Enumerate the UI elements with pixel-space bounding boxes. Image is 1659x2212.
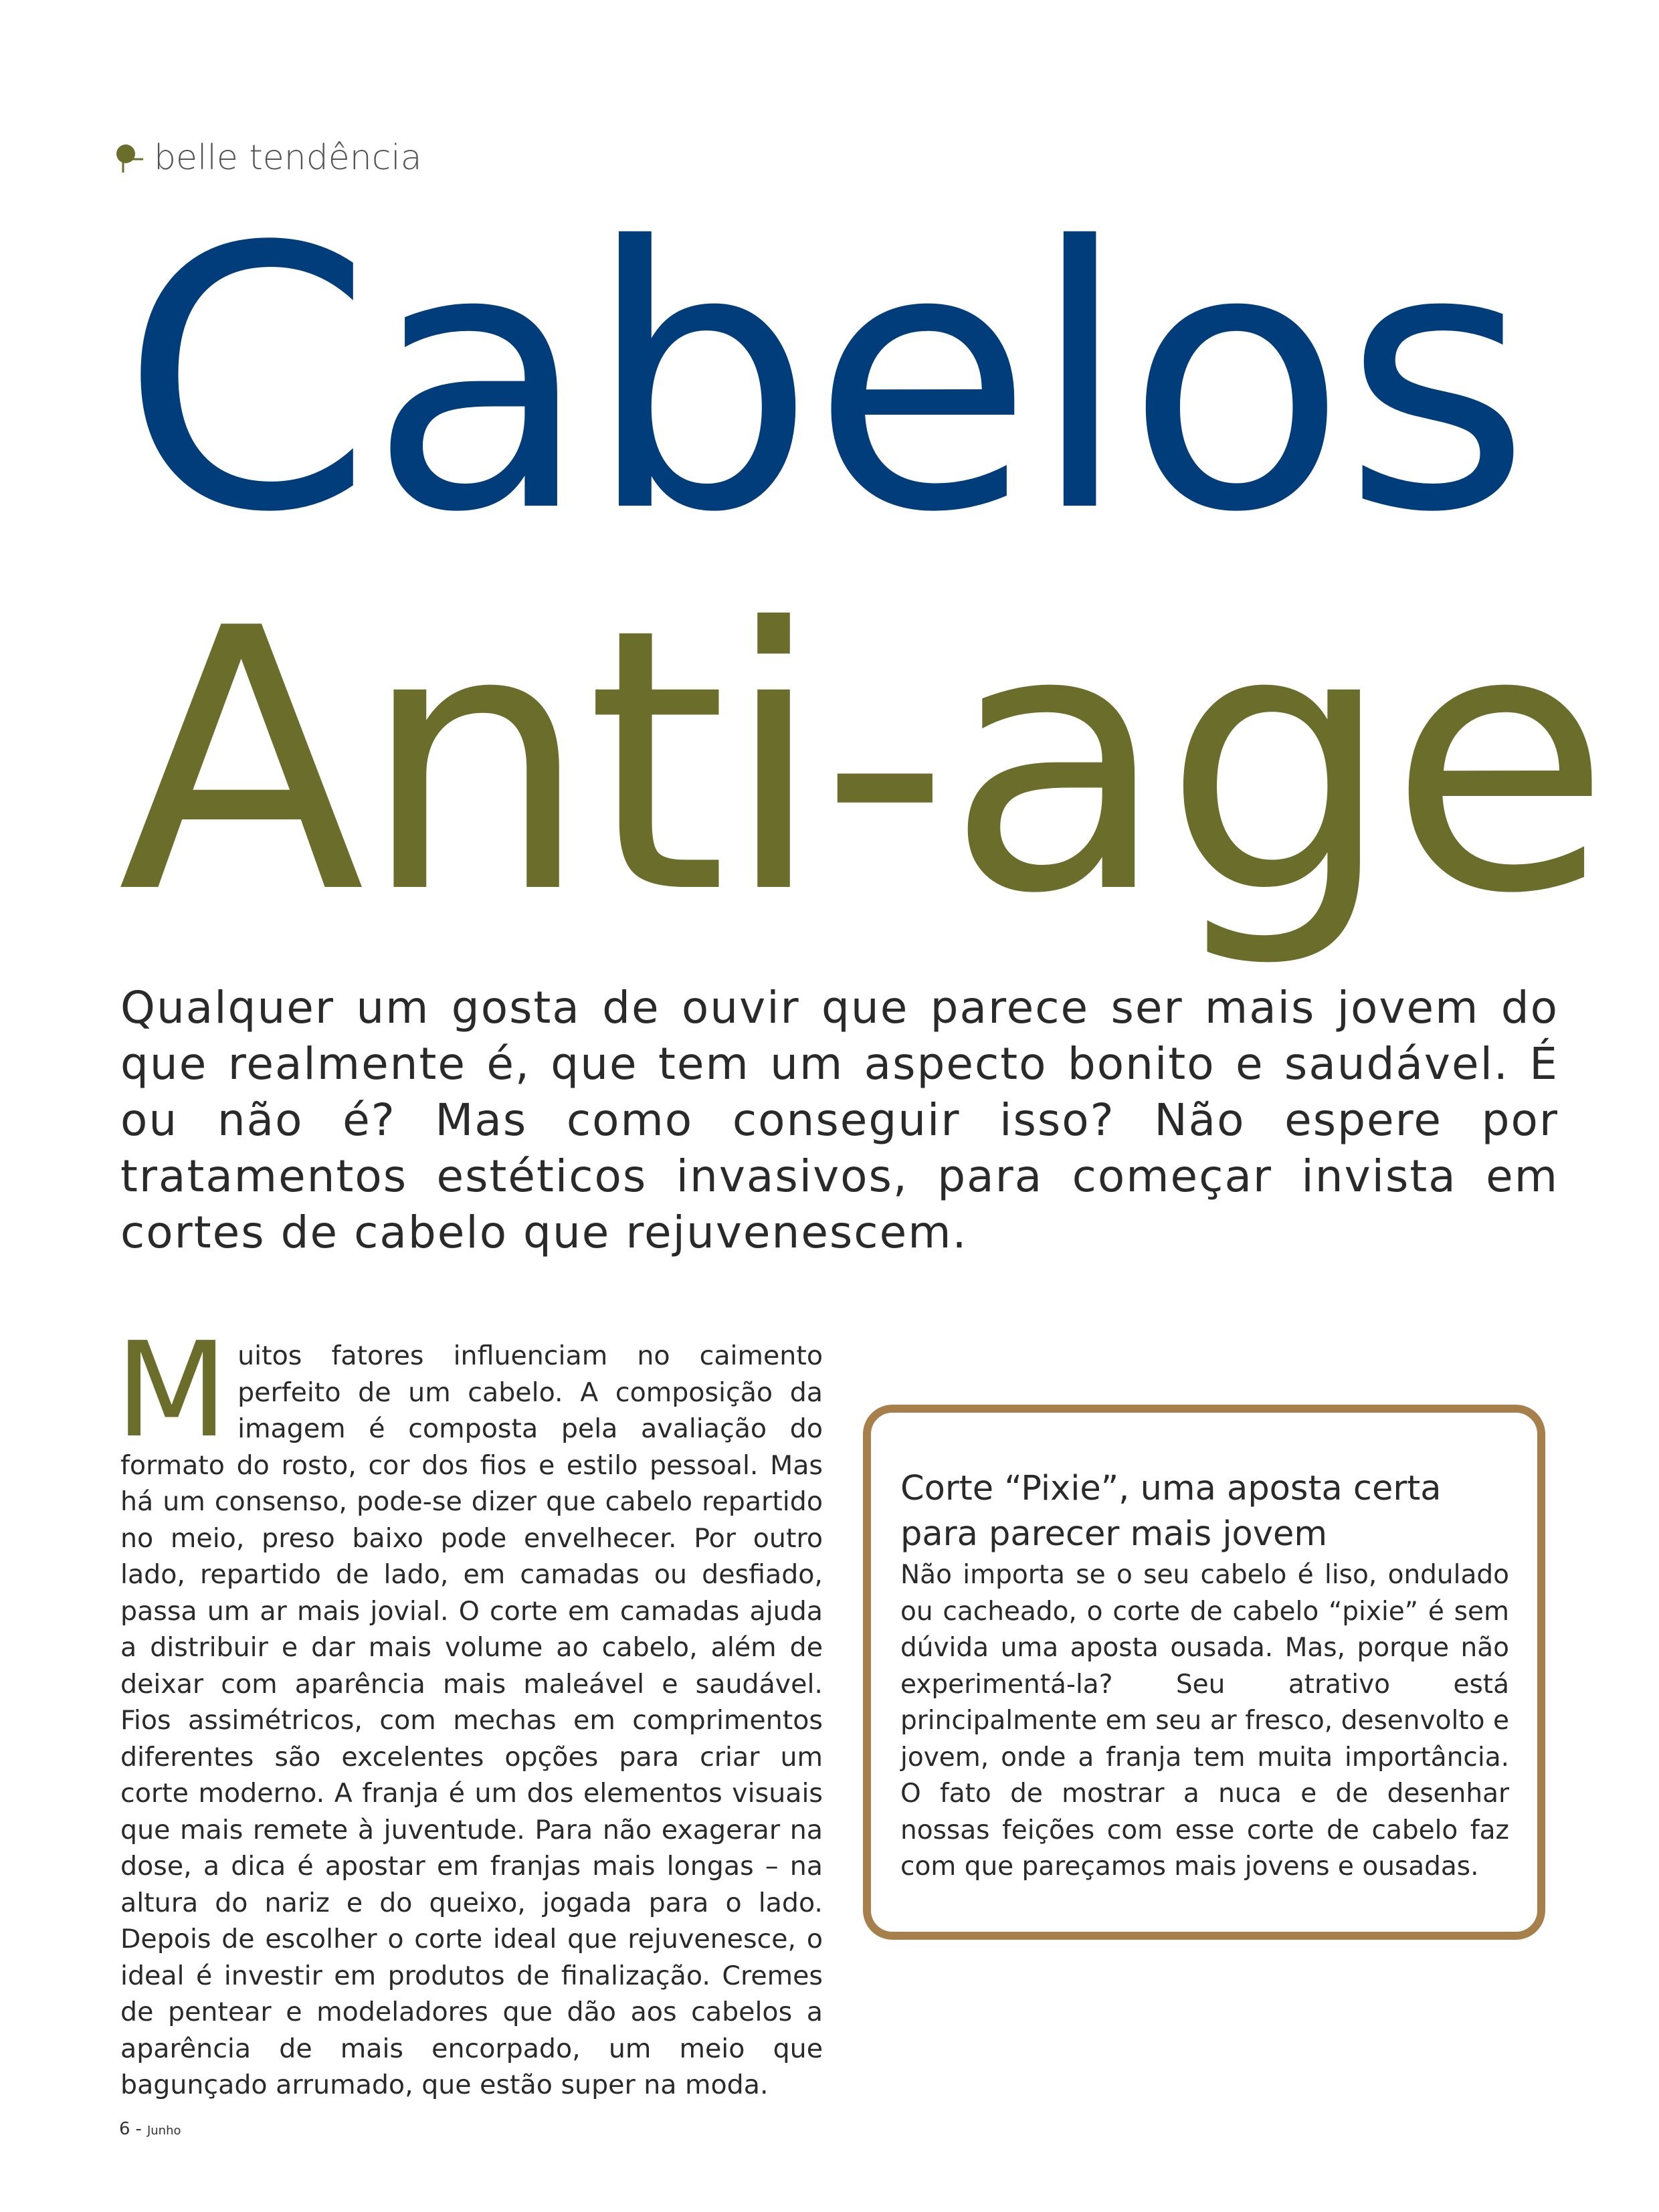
lede-paragraph: Qualquer um gosta de ouvir que parece ser mais jovem do que realmente é, que tem um aspecto bonito e saudável. É ou não é? Mas como conseguir isso? Não espere por tratamentos estéticos invasivos, para começar invista em cortes de cabelo que rejuvenescem. bbox=[120, 982, 1559, 1258]
leaf-bullet-icon bbox=[112, 142, 144, 174]
sidebar-body: Não importa se o seu cabelo é liso, ondulado ou cacheado, o corte de cabelo “pixie” é sem dúvida uma aposta ousada. Mas, porque não experimentá-la? Seu atrativo está principalmente em seu ar fresco, desenvolto e jovem, onde a franja tem muita importância. O fato de mostrar a nuca e de desenhar nossas feições com esse corte de cabelo faz com que pareçamos mais jovens e ousadas. bbox=[900, 1560, 1509, 1882]
page-number: 6 bbox=[119, 2119, 130, 2139]
drop-cap: M bbox=[115, 1314, 229, 1467]
sidebar-title: Corte “Pixie”, uma aposta certa para parecer mais jovem bbox=[900, 1469, 1442, 1554]
footer-separator: - bbox=[135, 2119, 142, 2139]
page-footer bbox=[119, 2119, 181, 2139]
title-line-1: Cabelos bbox=[120, 171, 1527, 591]
article-body bbox=[115, 1314, 823, 2104]
article-body-text: uitos fatores influenciam no caimento perfeito de um cabelo. A composição da imagem é composta pela avaliação do formato do rosto, cor dos fios e estilo pessoal. Mas há um consenso, pode-se dizer que cabelo repartido no meio, preso baixo pode envelhecer. Por outro lado, repartido de lado, em camadas ou desfiado, passa um ar mais jovial. O corte em camadas ajuda a distribuir e dar mais volume ao cabelo, além de deixar com aparência mais maleável e saudável. Fios assimétricos, com mechas em comprimentos diferentes são excelentes opções para criar um corte moderno. A franja é um dos elementos visuais que mais remete à juventude. Para não exagerar na dose, a dica é apostar em franjas mais longas – na altura do nariz e do queixo, jogada para o lado. Depois de escolher o corte ideal que rejuvenesce, o ideal é investir em produtos de finalização. Cremes de pentear e modeladores que dão aos cabelos a aparência de mais encorpado, um meio que bagunçado arrumado, que estão super na moda. bbox=[120, 1340, 823, 2100]
page-month: Junho bbox=[147, 2124, 181, 2138]
sidebar-box bbox=[863, 1405, 1545, 1940]
title-line-2: Anti-age bbox=[118, 552, 1607, 973]
section-label: belle tendência bbox=[154, 138, 422, 178]
